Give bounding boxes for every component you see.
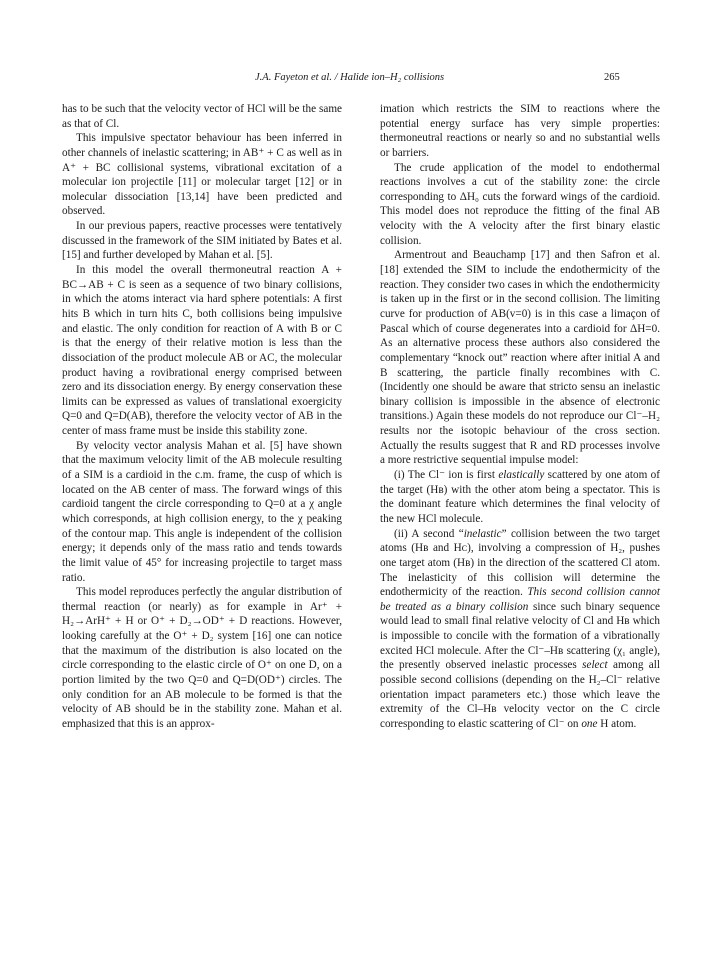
paragraph: This impulsive spectator behaviour has been inferred in other channels of inelastic scattering; in AB⁺ + C as well as in A⁺ + BC collisional systems, vibrational excitation of a molecular ion projectile [11] or molecular target [12] or in molecular dissociation [13,14] have been predicted and observed. xyxy=(62,132,342,218)
page-number: 265 xyxy=(604,72,620,83)
paragraph: The crude application of the model to endothermal reactions involves a cut of the stability zone: the circle corresponding to ΔH₀ cuts the forward wings of the cardioid. This model does not reproduce the fitting of the final AB velocity with the A velocity after the first binary elastic collision. xyxy=(380,161,660,247)
paragraph: By velocity vector analysis Mahan et al. [5] have shown that the maximum velocity limit of the AB molecule resulting of a SIM is a cardioid in the c.m. frame, the cusp of which is located on the AB center of mass. The forward wings of this cardioid tangent the circle corresponding to Q=0 at a χ angle which corresponds, at high collision energy, to the χ peaking of the contour map. This angle is independent of the collision energy; it depends only of the mass ratio and tends towards the limit value of 45° for increasing projectile to target mass ratio. xyxy=(62,439,342,584)
paragraph: This model reproduces perfectly the angular distribution of thermal reaction (or nearly) as for example in Ar⁺ + H₂→ArH⁺ + H or O⁺ + D₂→OD⁺ + D reactions. However, looking carefully at the O⁺ + D₂ system [16] one can notice that the maximum of the distribution is also located on the circle corresponding to the elastic circle of O⁺ on one D, on a portion limited by the two Q=0 and Q=D(OD⁺) circles. The only condition for an AB molecule to be formed is that the velocity of AB should be in the stability zone. Mahan et al. emphasized that this is an approx- xyxy=(62,586,342,730)
right-column xyxy=(380,102,660,732)
emphasis: This second collision cannot be treated as a binary collision xyxy=(380,586,660,613)
paragraph: In this model the overall thermoneutral reaction A + BC→AB + C is seen as a sequence of two binary collisions, in which the atoms interact via hard sphere potentials: A first hits B which in turn hits C, both collisions being impulsive and elastic. The only condition for reaction of A with B or C is that the energy of their relative motion is less than the dissociation of the product molecule AB or AC, the molecular product having a rovibrational energy comprised between zero and its dissociation energy. By energy conservation these limits can be expressed as values of translational exoergicity Q=0 and Q=D(AB), therefore the velocity vector of AB in the center of mass frame must be inside this stability zone. xyxy=(62,264,342,438)
paragraph-step-i: (i) The Cl⁻ ion is first elastically scattered by one atom of the target (Hʙ) with the other atom being a spectator. This is the dominant feature which determines the final velocity of the new HCl molecule. xyxy=(380,469,660,525)
emphasis: inelastic xyxy=(463,527,502,540)
left-column xyxy=(62,102,342,732)
emphasis: elastically xyxy=(498,469,545,482)
page-header xyxy=(0,72,720,88)
paragraph: In our previous papers, reactive processes were tentatively discussed in the framework of the SIM initiated by Bates et al. [15] and further developed by Mahan et al. [5]. xyxy=(62,220,342,262)
running-head: J.A. Fayeton et al. / Halide ion–H₂ collisions xyxy=(255,72,445,83)
paragraph-step-ii: (ii) A second “inelastic” collision between the two target atoms (Hʙ and Hᴄ), involving a compression of H₂, pushes one target atom (Hʙ) in the direction of the scattered Cl atom. The inelasticity of this collision will determine the endothermicity of the reaction. This second collision cannot be treated as a binary collision since such binary sequence would lead to small final relative velocity of Cl and Hʙ which is impossible to concile with the formation of a vibrationally excited HCl molecule. After the Cl⁻–Hʙ scattering (χ₁ angle), the presently observed inelastic processes select among all possible second collisions (depending on the H₂–Cl⁻ relative orientation impact parameters etc.) those which leave the extremity of the Cl–Hʙ velocity vector on the C circle corresponding to elastic scattering of Cl⁻ on one H atom. xyxy=(380,527,661,730)
paragraph: has to be such that the velocity vector of HCl will be the same as that of Cl. xyxy=(62,103,342,130)
emphasis: select xyxy=(582,659,608,672)
paragraph: imation which restricts the SIM to reactions where the potential energy surface has very simple properties: thermoneutral reactions or nearly so and no substantial wells or barriers. xyxy=(380,103,660,159)
emphasis: one xyxy=(581,717,598,730)
paragraph: Armentrout and Beauchamp [17] and then Safron et al. [18] extended the SIM to include the endothermicity of the reaction. They consider two cases in which the endothermicity is taken up in the first or in the second collision. The limiting curve for production of AB(v=0) is in this case a limaçon of Pascal which of course degenerates into a cardioid for ΔH=0. As an alternative process these authors also considered the complementary “knock out” reaction where after initial A and B scattering, the particle finally recombines with C. (Incidently one should be aware that stricto sensu an inelastic binary collision is impossible in the absence of electronic transitions.) Again these models do not reproduce our Cl⁻–H₂ results nor the isotopic behaviour of the cross section. Actually the results suggest that R and RD processes involve a more restrictive sequential impulse model: xyxy=(380,249,660,467)
